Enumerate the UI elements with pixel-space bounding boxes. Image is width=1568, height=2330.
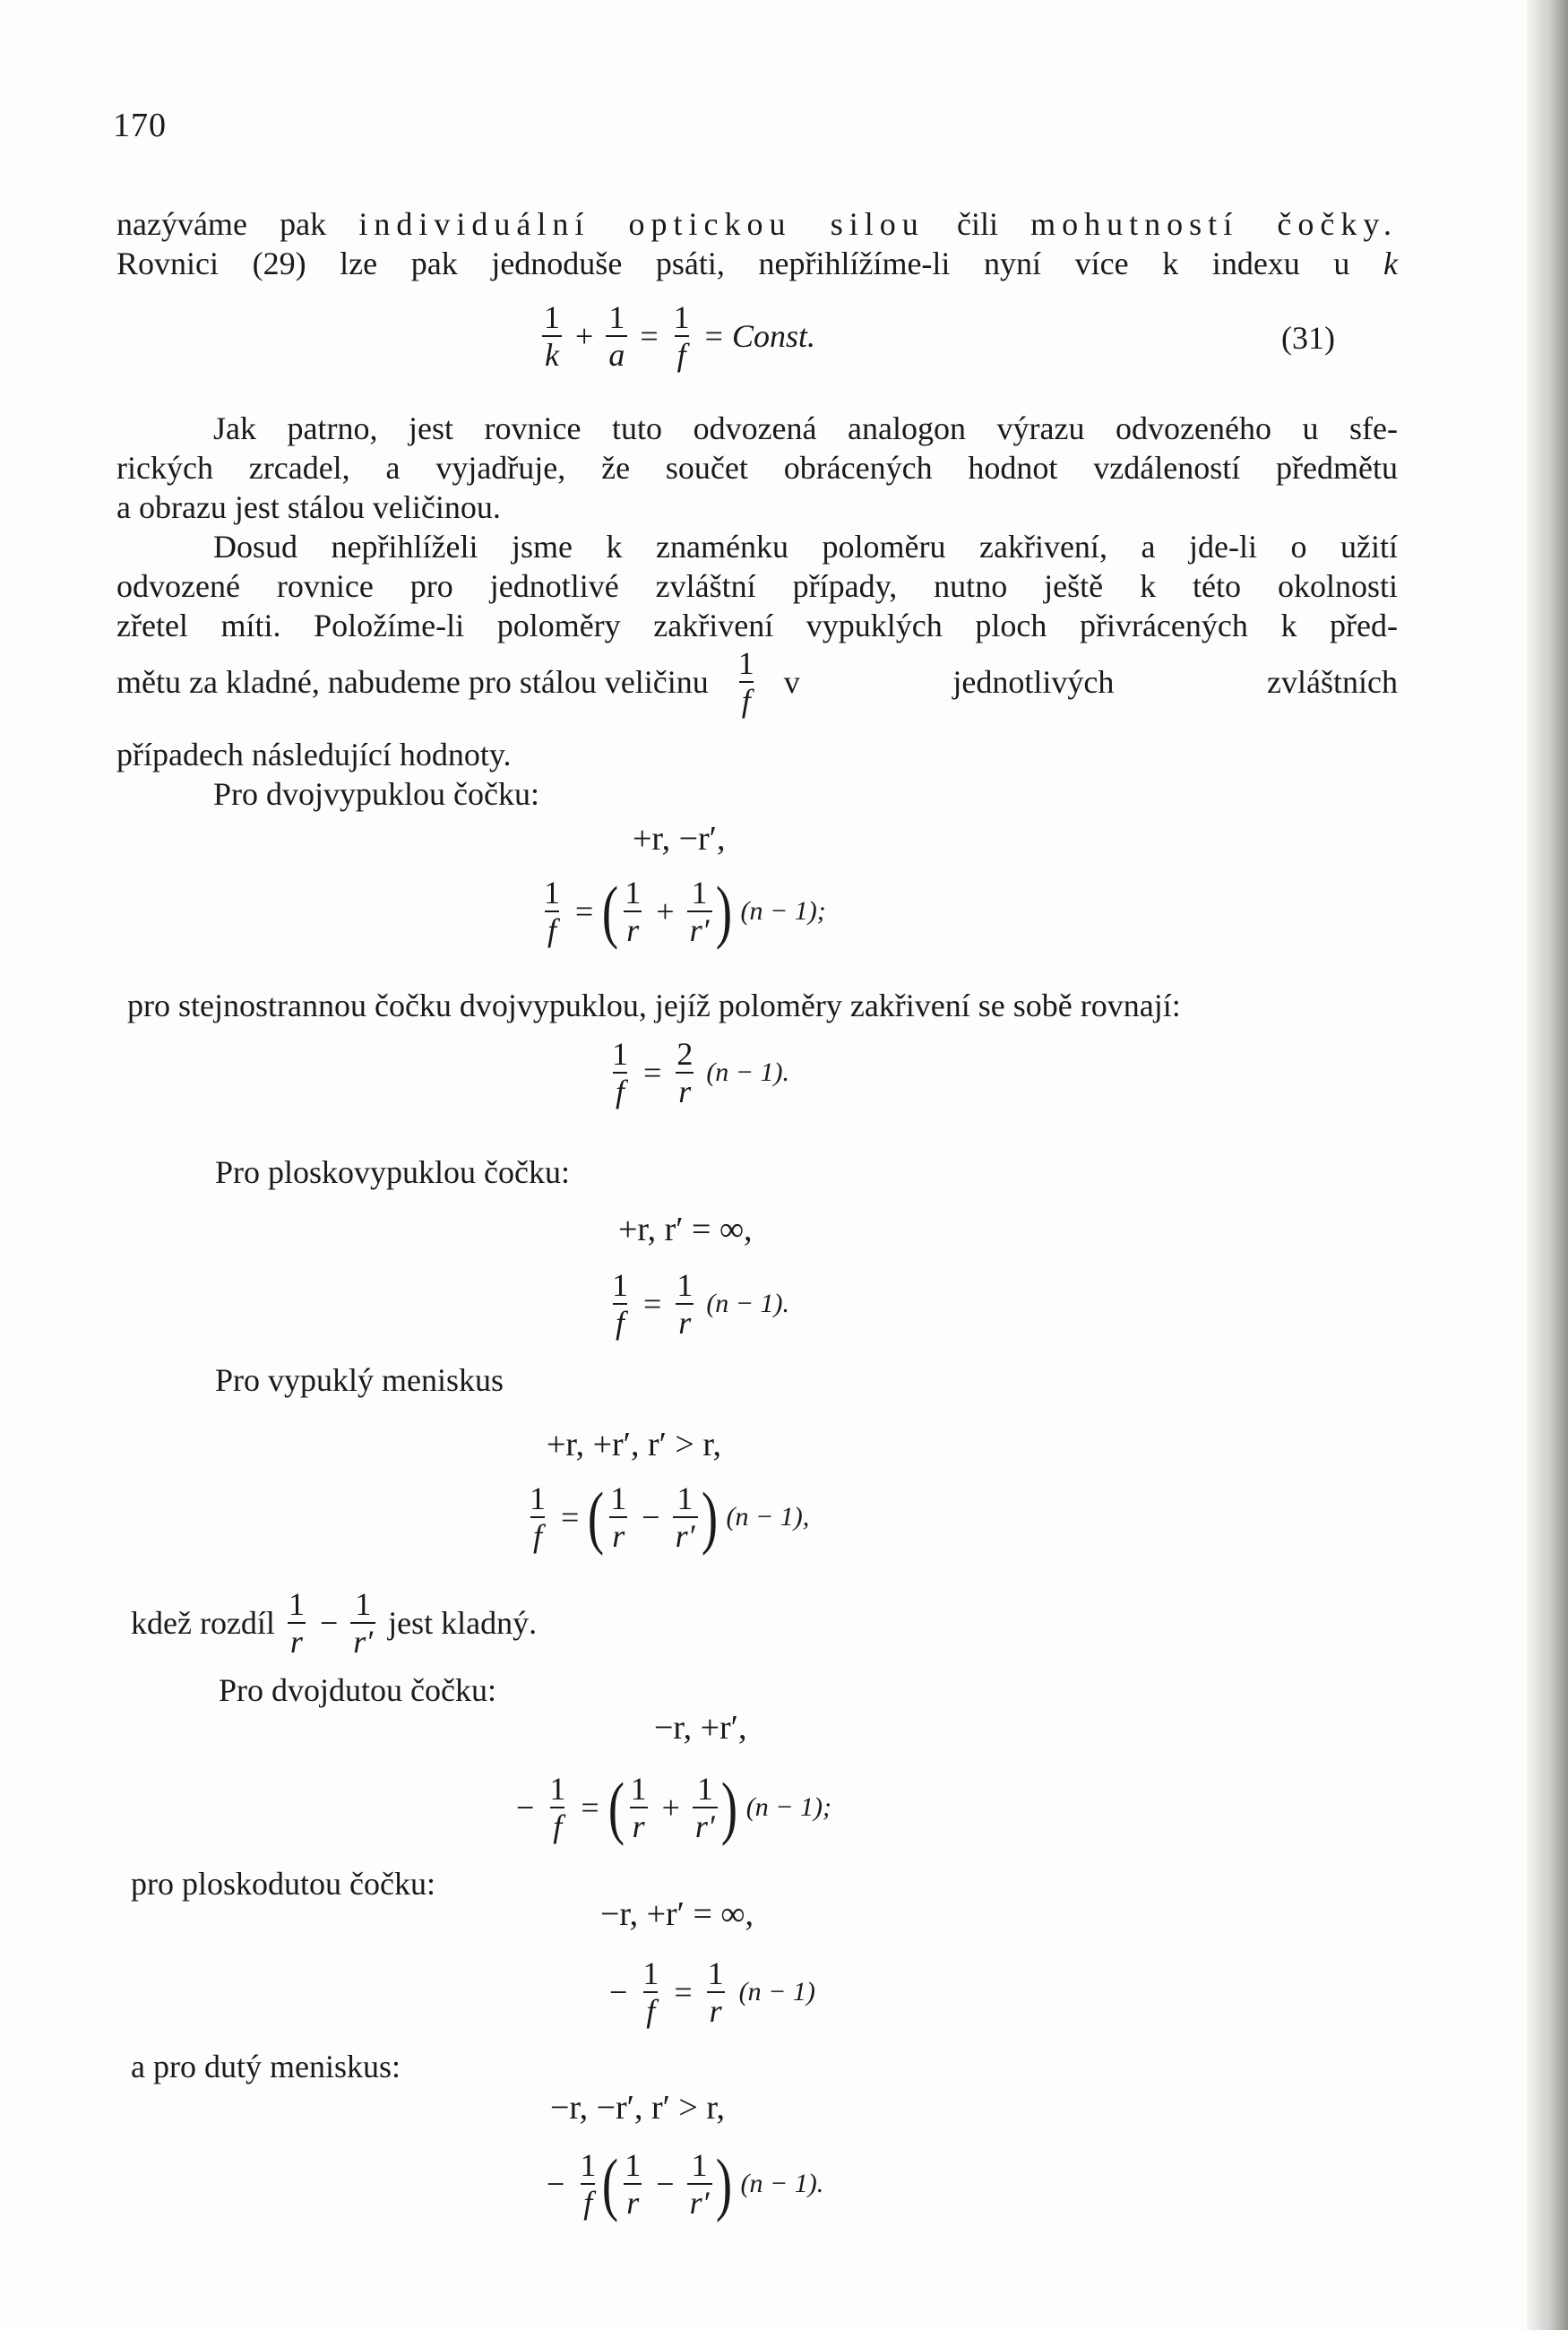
case-concave-meniscus-label: a pro dutý meniskus: [131,2049,401,2084]
fraction: $\frac{1}{f}$ [530,1480,546,1554]
fraction: $\frac{1}{f}$ [544,875,560,948]
case-equiconvex-label: pro stejnostrannou čočku dvojvypuklou, jejíž poloměry zakřivení se sobě rovnají: [127,988,1181,1023]
page-edge-shadow [1527,0,1568,2330]
fraction: $\frac{1}{r}$ [630,1771,647,1844]
case-biconcave-label: Pro dvojdutou čočku: [219,1672,496,1708]
fraction: $\frac{1}{f}$ [612,1267,628,1341]
equation-equiconvex [606,1036,789,1109]
equation-planoconvex [606,1267,789,1341]
planoconcave-signs: −r, +r′ = ∞, [600,1895,754,1933]
biconvex-signs: +r, −r′, [633,820,726,858]
minus-sign: − [609,1974,628,2010]
paragraph2-line3: a obrazu jest stálou veličinou. [116,489,501,525]
eq-tail: (n − 1); [745,1792,832,1822]
equals-sign: = [581,1790,599,1825]
equation-concave-meniscus [538,2144,824,2222]
paragraph1-line2 [116,244,1398,283]
spaced-text: mohutností čočky. [1030,206,1399,242]
equals-sign: = [674,1974,693,2010]
paragraph3-line5: případech následující hodnoty. [116,737,512,772]
eq-tail: (n − 1). [706,1289,790,1318]
equation-planoconcave [600,1955,815,2029]
minus-sign: − [547,2166,565,2202]
left-paren: ( [602,872,619,950]
right-paren: ) [715,2144,732,2222]
const-term: Const. [731,318,815,354]
fraction: $\frac{2}{r}$ [676,1036,694,1109]
fraction: $\frac{1}{r'}$ [350,1586,375,1660]
text: kdež rozdíl [131,1605,275,1641]
fraction: $\frac{1}{f}$ [612,1036,628,1109]
minus-sign: − [642,1499,660,1535]
minus-sign: − [516,1790,535,1825]
case-biconvex-label: Pro dvojvypuklou čočku: [213,776,539,812]
right-paren: ) [715,872,732,950]
page-number: 170 [113,107,167,144]
paragraph2-line2: rických zrcadel, a vyjadřuje, že součet obrácených hodnot vzdáleností předmětu [116,450,1398,486]
eq-tail: (n − 1), [726,1502,810,1532]
case-planoconvex-label: Pro ploskovypuklou čočku: [215,1154,570,1190]
case-planoconcave-label: pro ploskodutou čočku: [131,1866,435,1902]
paragraph3-line4 [116,645,1398,719]
fraction: $\frac{1}{r'}$ [687,2147,712,2221]
fraction: $\frac{1}{r}$ [625,875,642,948]
planoconvex-signs: +r, r′ = ∞, [618,1211,753,1248]
paragraph2-line1: Jak patrno, jest rovnice tuto odvozená analogon výrazu odvozeného u sfe- [213,410,1398,446]
equation-convex-meniscus [523,1480,809,1554]
eq-tail: (n − 1). [706,1057,790,1087]
fraction: $\frac{1}{r}$ [625,2147,642,2221]
fraction: $\frac{1}{k}$ [544,299,560,373]
fraction: $\frac{1}{f}$ [580,2147,597,2221]
left-paren: ( [607,1768,625,1846]
text: v jednotlivých zvláštních [783,664,1398,700]
fraction: $\frac{1}{r}$ [676,1267,694,1341]
paragraph3-line3: zřetel míti. Položíme-li poloměry zakřivení vypuklých ploch přivrácených k před- [116,608,1398,643]
fraction: $\frac{1}{f}$ [642,1955,659,2029]
fraction: $\frac{1}{r}$ [707,1955,724,2029]
left-paren: ( [602,2144,619,2222]
equation-biconcave [507,1768,832,1846]
equals-sign: = [561,1499,580,1535]
fraction: $\frac{1}{r'}$ [693,1771,718,1844]
fraction: $\frac{1}{r'}$ [687,875,712,948]
concave-meniscus-signs: −r, −r′, r′ > r, [550,2089,725,2127]
minus-sign: − [319,1605,339,1641]
equation-31 [538,299,815,373]
equation-biconvex [538,872,826,950]
paragraph1-line1 [116,204,1398,244]
minus-sign: − [656,2166,675,2202]
equals-sign: = [704,318,723,354]
text: Rovnici (29) lze pak jednoduše psáti, nepřihlížíme-li nyní více k indexu u [116,246,1350,281]
convex-meniscus-signs: +r, +r′, r′ > r, [547,1426,721,1463]
variable-k: k [1383,246,1398,281]
equals-sign: = [640,318,659,354]
fraction: $\frac{1}{r}$ [610,1480,627,1554]
biconcave-signs: −r, +r′, [654,1709,747,1747]
equals-sign: = [643,1055,662,1091]
text: mětu za kladné, nabudeme pro stálou veličinu [116,664,709,700]
fraction: $\frac{1}{r'}$ [673,1480,698,1554]
plus-sign: + [656,893,675,929]
right-paren: ) [701,1478,718,1556]
eq-tail: (n − 1) [738,1977,815,2006]
plus-sign: + [575,318,594,354]
equation-number: (31) [1281,320,1335,356]
fraction: $\frac{1}{f}$ [673,299,690,373]
fraction: $\frac{1}{f}$ [549,1771,566,1844]
eq-tail: (n − 1); [740,896,826,926]
fraction: $\frac{1}{a}$ [606,299,627,373]
equals-sign: = [643,1286,662,1322]
text: jest kladný. [388,1605,538,1641]
text: čili [956,206,998,242]
paragraph3-line2: odvozené rovnice pro jednotlivé zvláštní případy, nutno ještě k této okolnosti [116,568,1398,604]
plus-sign: + [661,1790,680,1825]
text: nazýváme pak [116,206,327,242]
equals-sign: = [575,893,594,929]
fraction-1-over-f: $\frac{1}{f}$ [737,645,754,719]
fraction: $\frac{1}{r}$ [288,1586,305,1660]
case-convex-meniscus-label: Pro vypuklý meniskus [215,1362,504,1398]
spaced-text: individuální optickou silou [358,206,925,242]
eq-tail: (n − 1). [740,2169,824,2198]
left-paren: ( [588,1478,605,1556]
paragraph3-line1: Dosud nepřihlíželi jsme k znaménku poloměru zakřivení, a jde-li o užití [213,529,1398,565]
right-paren: ) [720,1768,737,1846]
note-difference [131,1586,537,1660]
